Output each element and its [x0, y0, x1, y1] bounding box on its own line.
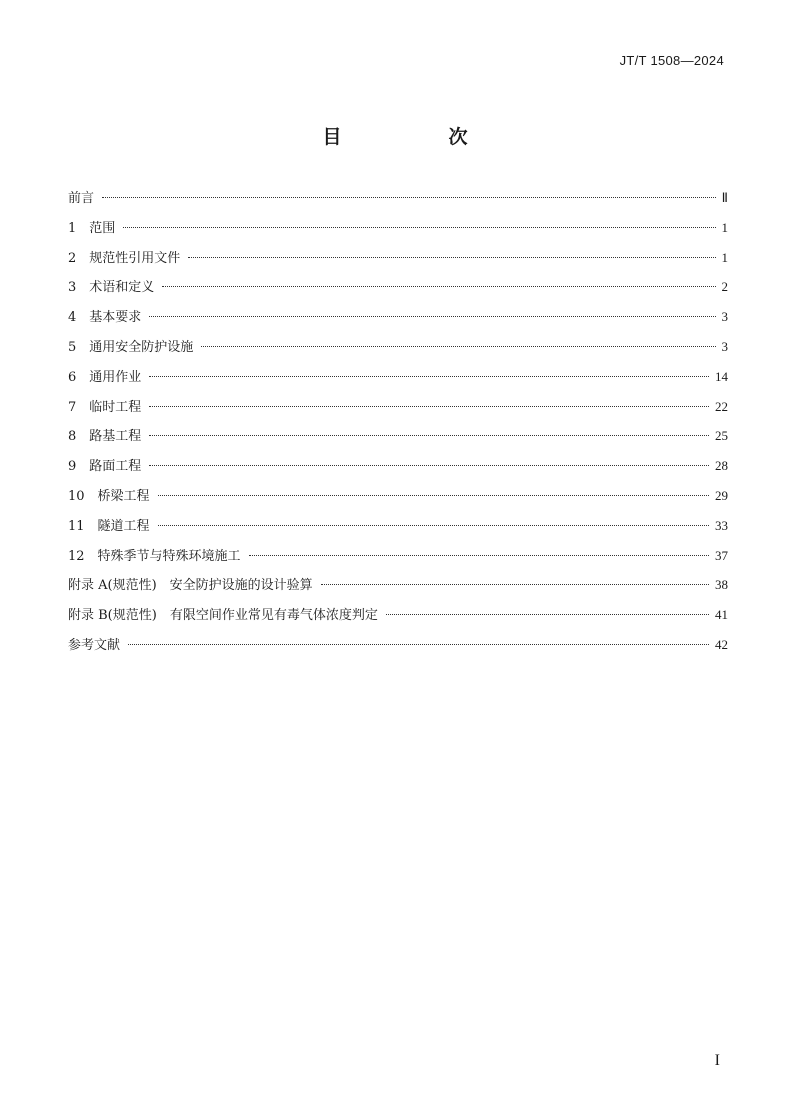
toc-entry-page: Ⅱ — [721, 190, 728, 205]
dot-leader — [321, 584, 709, 585]
toc-entry-label: 4 基本要求 — [68, 310, 142, 326]
dot-leader — [158, 495, 709, 496]
toc-entry[interactable] — [68, 276, 728, 306]
toc-entry-page: 38 — [715, 577, 728, 593]
toc-entry-label: 10 桥梁工程 — [68, 488, 150, 504]
toc-entry-page: 33 — [715, 517, 728, 533]
dot-leader — [386, 614, 709, 615]
toc-entry[interactable] — [68, 366, 728, 396]
dot-leader — [162, 286, 715, 287]
toc-entry[interactable] — [68, 574, 728, 604]
toc-entry[interactable] — [68, 306, 728, 336]
toc-entry-label: 11 隧道工程 — [68, 518, 150, 534]
document-code: JT/T 1508—2024 — [619, 53, 724, 68]
toc-entry-label: 6 通用作业 — [68, 369, 142, 385]
toc-entry-page: 1 — [721, 219, 728, 235]
toc-entry-label: 3 术语和定义 — [68, 280, 155, 296]
toc-entry[interactable] — [68, 187, 728, 217]
page-number: I — [714, 1052, 720, 1069]
toc-entry-page: 25 — [715, 428, 728, 444]
toc-entry-page: 1 — [721, 249, 728, 265]
toc-entry-page: 14 — [715, 368, 728, 384]
toc-entry[interactable] — [68, 247, 728, 277]
toc-entry[interactable] — [68, 485, 728, 515]
toc-entry-page: 3 — [721, 309, 728, 325]
dot-leader — [149, 435, 709, 436]
toc-entry[interactable] — [68, 634, 728, 664]
toc-entry-page: 42 — [715, 636, 728, 652]
toc-entry-label: 1 范围 — [68, 220, 116, 236]
toc-entry[interactable] — [68, 217, 728, 247]
dot-leader — [149, 316, 715, 317]
dot-leader — [102, 197, 716, 198]
toc-entry-page: 22 — [715, 398, 728, 414]
toc-entry-page: 2 — [721, 279, 728, 295]
toc-entry-label: 7 临时工程 — [68, 399, 142, 415]
dot-leader — [128, 644, 709, 645]
toc-entry[interactable] — [68, 545, 728, 575]
toc-entry-label: 附录 B(规范性) 有限空间作业常见有毒气体浓度判定 — [68, 608, 378, 624]
page-title: 目 次 — [322, 126, 512, 148]
toc-entry-label: 8 路基工程 — [68, 429, 142, 445]
toc-entry[interactable] — [68, 515, 728, 545]
dot-leader — [201, 346, 715, 347]
toc-entry[interactable] — [68, 336, 728, 366]
toc-entry-page: 3 — [721, 338, 728, 354]
toc-entry[interactable] — [68, 604, 728, 634]
dot-leader — [149, 376, 709, 377]
toc-entry[interactable] — [68, 455, 728, 485]
toc-entry-label: 参考文献 — [68, 637, 121, 653]
table-of-contents — [68, 187, 728, 664]
toc-entry[interactable] — [68, 425, 728, 455]
toc-entry-label: 前言 — [68, 191, 95, 206]
dot-leader — [158, 525, 709, 526]
toc-entry-label: 附录 A(规范性) 安全防护设施的设计验算 — [68, 578, 313, 594]
dot-leader — [188, 257, 715, 258]
toc-entry-page: 29 — [715, 487, 728, 503]
toc-entry-label: 12 特殊季节与特殊环境施工 — [68, 548, 241, 564]
dot-leader — [123, 227, 715, 228]
toc-entry-label: 2 规范性引用文件 — [68, 250, 181, 266]
dot-leader — [149, 465, 709, 466]
dot-leader — [249, 555, 709, 556]
toc-entry-page: 37 — [715, 547, 728, 563]
toc-entry-label: 9 路面工程 — [68, 459, 142, 475]
toc-entry-page: 41 — [715, 607, 728, 623]
toc-entry-label: 5 通用安全防护设施 — [68, 339, 194, 355]
dot-leader — [149, 406, 709, 407]
toc-entry[interactable] — [68, 396, 728, 426]
toc-entry-page: 28 — [715, 458, 728, 474]
